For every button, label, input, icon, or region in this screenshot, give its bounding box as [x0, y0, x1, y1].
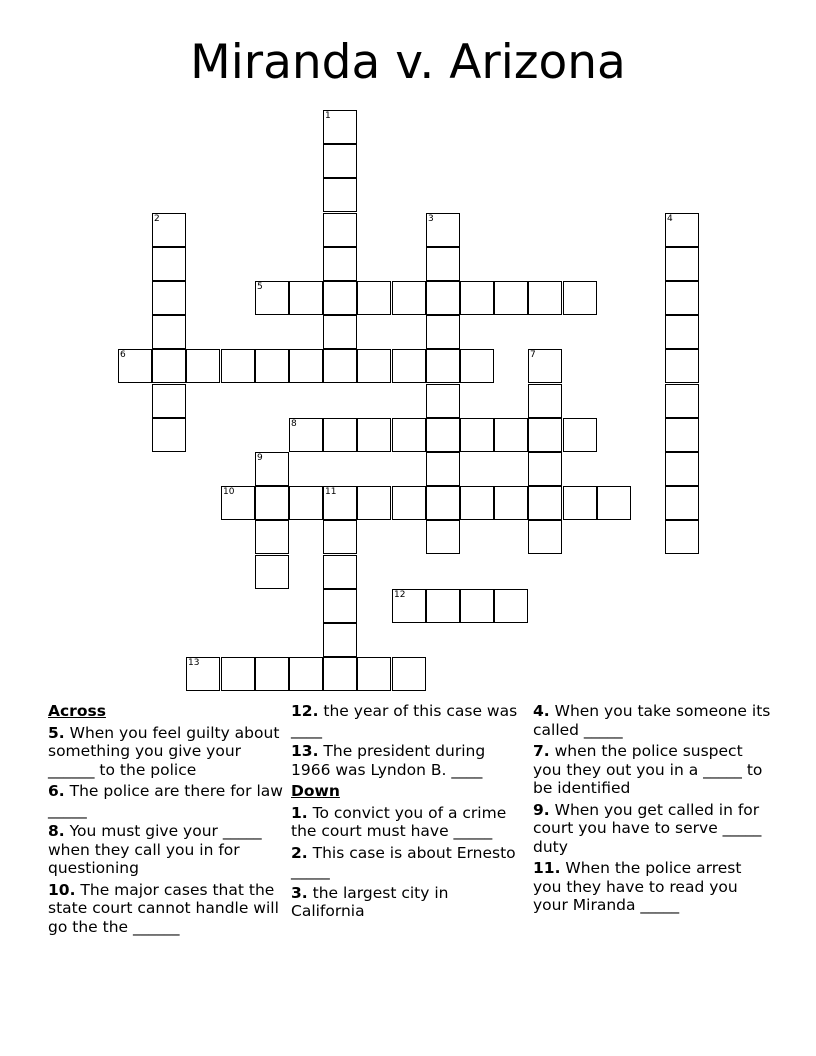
clue-column-3: [533, 702, 773, 918]
grid-cell[interactable]: [152, 349, 186, 383]
grid-cell[interactable]: [323, 589, 357, 623]
clue-down-9: 9. When you get called in for court you have to serve _____ duty: [533, 800, 762, 856]
cell-number: 7: [530, 350, 536, 360]
grid-cell[interactable]: [563, 486, 597, 520]
grid-cell[interactable]: [460, 589, 494, 623]
clue-down-7: 7. when the police suspect you they out you in a _____ to be identified: [533, 742, 763, 797]
grid-cell[interactable]: [392, 418, 426, 452]
grid-cell[interactable]: [460, 349, 494, 383]
grid-cell[interactable]: [323, 623, 357, 657]
grid-cell[interactable]: [323, 555, 357, 589]
grid-cell[interactable]: [357, 281, 391, 315]
grid-cell[interactable]: [665, 520, 699, 554]
grid-cell[interactable]: [152, 315, 186, 349]
grid-cell[interactable]: [289, 281, 323, 315]
grid-cell[interactable]: [323, 110, 357, 144]
grid-cell[interactable]: [289, 486, 323, 520]
grid-cell[interactable]: [528, 452, 562, 486]
grid-cell[interactable]: [152, 281, 186, 315]
grid-cell[interactable]: [426, 315, 460, 349]
grid-cell[interactable]: [186, 349, 220, 383]
grid-cell[interactable]: [528, 384, 562, 418]
grid-cell[interactable]: [221, 349, 255, 383]
cell-number: 2: [154, 214, 160, 224]
grid-cell[interactable]: [528, 281, 562, 315]
cell-number: 5: [257, 282, 263, 292]
clue-column-2: [291, 702, 523, 924]
grid-cell[interactable]: [494, 281, 528, 315]
cell-number: 9: [257, 453, 263, 463]
grid-cell[interactable]: [289, 418, 323, 452]
grid-cell[interactable]: [323, 486, 357, 520]
grid-cell[interactable]: [392, 657, 426, 691]
grid-cell[interactable]: [152, 247, 186, 281]
grid-cell[interactable]: [323, 178, 357, 212]
grid-cell[interactable]: [426, 247, 460, 281]
clue-across-10: 10. The major cases that the state court cannot handle will go the the ______: [48, 880, 279, 936]
grid-cell[interactable]: [323, 247, 357, 281]
clue-across-13: 13. The president during 1966 was Lyndon B. ____: [291, 742, 486, 779]
grid-cell[interactable]: [665, 452, 699, 486]
grid-cell[interactable]: [357, 657, 391, 691]
clue-down-11: 11. When the police arrest you they have to read you your Miranda _____: [533, 859, 742, 914]
grid-cell[interactable]: [665, 349, 699, 383]
cell-number: 10: [223, 487, 235, 497]
grid-cell[interactable]: [426, 281, 460, 315]
grid-cell[interactable]: [392, 486, 426, 520]
grid-cell[interactable]: [426, 349, 460, 383]
grid-cell[interactable]: [460, 486, 494, 520]
grid-cell[interactable]: [426, 452, 460, 486]
grid-cell[interactable]: [186, 657, 220, 691]
grid-cell[interactable]: [392, 589, 426, 623]
grid-cell[interactable]: [528, 520, 562, 554]
grid-cell[interactable]: [665, 486, 699, 520]
grid-cell[interactable]: [152, 418, 186, 452]
grid-cell[interactable]: [426, 213, 460, 247]
grid-cell[interactable]: [255, 555, 289, 589]
grid-cell[interactable]: [528, 349, 562, 383]
grid-cell[interactable]: [357, 349, 391, 383]
cell-number: 4: [667, 214, 673, 224]
grid-cell[interactable]: [392, 349, 426, 383]
grid-cell[interactable]: [323, 315, 357, 349]
grid-cell[interactable]: [323, 213, 357, 247]
clue-across-6: 6. The police are there for law _____: [48, 782, 283, 819]
grid-cell[interactable]: [289, 349, 323, 383]
cell-number: 11: [325, 487, 337, 497]
grid-cell[interactable]: [323, 657, 357, 691]
grid-cell[interactable]: [528, 418, 562, 452]
grid-cell[interactable]: [221, 486, 255, 520]
grid-cell[interactable]: [392, 281, 426, 315]
grid-cell[interactable]: [289, 657, 323, 691]
clue-across-12: 12. the year of this case was ____: [291, 702, 518, 739]
clue-down-2: 2. This case is about Ernesto _____: [291, 843, 516, 880]
grid-cell[interactable]: [563, 281, 597, 315]
grid-cell[interactable]: [255, 349, 289, 383]
grid-cell[interactable]: [426, 384, 460, 418]
puzzle-title: Miranda v. Arizona: [190, 35, 626, 90]
grid-cell[interactable]: [665, 213, 699, 247]
clue-across-8: 8. You must give your _____ when they call you in for questioning: [48, 822, 262, 877]
grid-cell[interactable]: [426, 486, 460, 520]
grid-cell[interactable]: [426, 418, 460, 452]
grid-cell[interactable]: [665, 315, 699, 349]
grid-cell[interactable]: [460, 418, 494, 452]
grid-cell[interactable]: [118, 349, 152, 383]
clue-across-5: 5. When you feel guilty about something you give your ______ to the police: [48, 723, 280, 779]
clue-down-1: 1. To convict you of a crime the court must have _____: [291, 803, 507, 840]
grid-cell[interactable]: [665, 281, 699, 315]
cell-number: 3: [428, 214, 434, 224]
grid-cell[interactable]: [563, 418, 597, 452]
cell-number: 6: [120, 350, 126, 360]
grid-cell[interactable]: [323, 281, 357, 315]
grid-cell[interactable]: [426, 589, 460, 623]
grid-cell[interactable]: [255, 486, 289, 520]
grid-cell[interactable]: [494, 418, 528, 452]
grid-cell[interactable]: [597, 486, 631, 520]
across-heading: Across: [48, 702, 106, 720]
clue-column-1: [48, 702, 288, 939]
clue-down-4: 4. When you take someone its called _____: [533, 702, 771, 739]
grid-cell[interactable]: [323, 349, 357, 383]
cell-number: 1: [325, 111, 331, 121]
grid-cell[interactable]: [665, 384, 699, 418]
grid-cell[interactable]: [255, 452, 289, 486]
grid-cell[interactable]: [323, 520, 357, 554]
grid-cell[interactable]: [426, 520, 460, 554]
grid-cell[interactable]: [665, 418, 699, 452]
cell-number: 13: [188, 658, 200, 668]
grid-cell[interactable]: [494, 589, 528, 623]
grid-cell[interactable]: [255, 281, 289, 315]
down-heading: Down: [291, 782, 340, 800]
grid-cell[interactable]: [665, 247, 699, 281]
grid-cell[interactable]: [255, 657, 289, 691]
grid-cell[interactable]: [357, 486, 391, 520]
grid-cell[interactable]: [221, 657, 255, 691]
grid-cell[interactable]: [323, 418, 357, 452]
grid-cell[interactable]: [152, 384, 186, 418]
grid-cell[interactable]: [255, 520, 289, 554]
cell-number: 12: [394, 590, 406, 600]
grid-cell[interactable]: [357, 418, 391, 452]
grid-cell[interactable]: [528, 486, 562, 520]
grid-cell[interactable]: [323, 144, 357, 178]
grid-cell[interactable]: [460, 281, 494, 315]
clue-down-3: 3. the largest city in California: [291, 883, 449, 920]
cell-number: 8: [291, 419, 297, 429]
grid-cell[interactable]: [494, 486, 528, 520]
grid-cell[interactable]: [152, 213, 186, 247]
